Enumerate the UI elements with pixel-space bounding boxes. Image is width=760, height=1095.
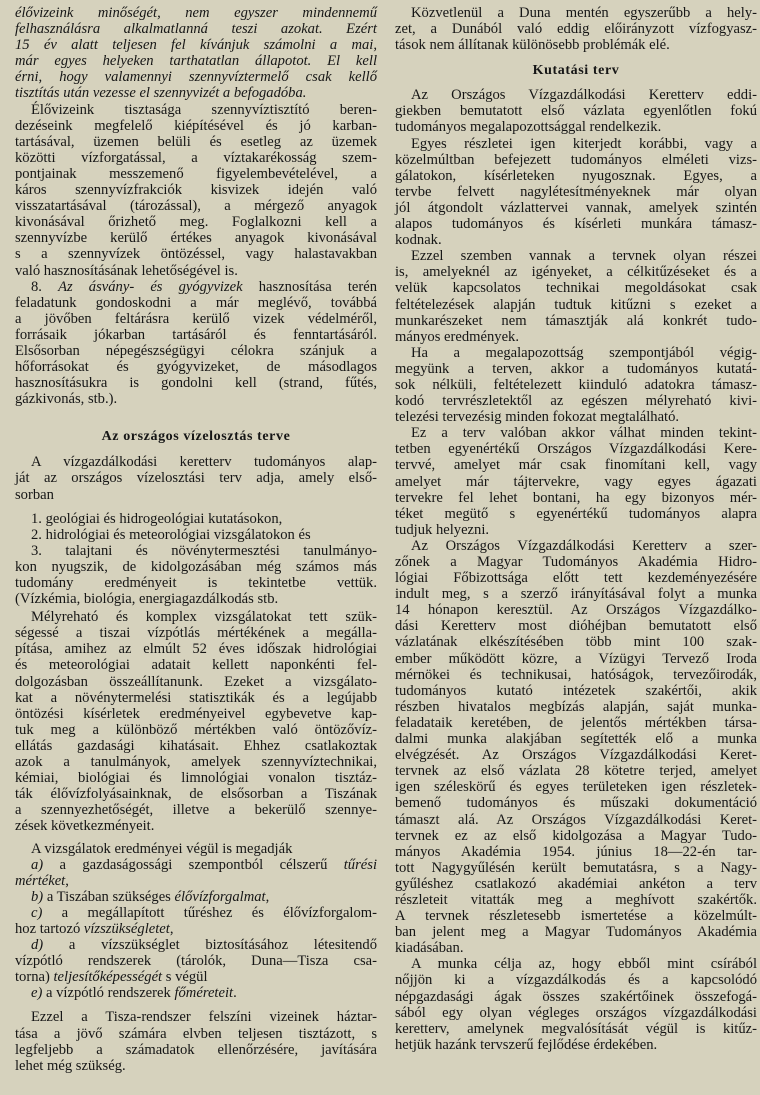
italic-emphasis: e)	[31, 985, 43, 1002]
text-line: tartásával, üzemen belüli és esetleg az üzemek	[15, 133, 377, 150]
text-line	[15, 873, 377, 889]
paragraph	[395, 136, 757, 249]
text-line: a szennyezhetőségét, illetve a bekerülő szennye-	[15, 802, 377, 819]
paragraph	[15, 937, 377, 985]
text-line: ellátás gazdasági kihatásait. Ehhez csatlakoztak	[15, 737, 377, 754]
text-line: A vízgazdálkodási keretterv tudományos alap-	[31, 454, 377, 471]
text-line: sok nélküli, feltételezett kiinduló adatokra támasz-	[395, 376, 757, 393]
text-line: tervnek az első vázlata 28 kötetre terjed, amelyet	[395, 763, 757, 780]
text-line: feltételezések alapján tudtuk kitűzni s ezeket a	[395, 296, 757, 313]
text-line: indult meg, s a szerző irányításával folyt a munka	[395, 586, 757, 603]
paragraph	[395, 425, 757, 538]
text-line: Ez a terv valóban akkor válhat minden tekint-	[411, 425, 757, 442]
text-line: tása a jövő számára elvben teljesen tisztázott, s	[15, 1025, 377, 1042]
text-line: közötti vízforgatással, a víztakarékosság szem-	[15, 149, 377, 166]
text-line: zések következményeit.	[15, 818, 155, 835]
text-line: Mélyreható és komplex vizsgálatokat tett szük-	[31, 609, 377, 626]
paragraph	[15, 543, 377, 607]
paragraph	[15, 889, 377, 905]
text-line: Közvetlenül a Duna mentén egyszerűbb a hely-	[411, 5, 757, 21]
text-line	[15, 857, 377, 873]
text-segment: a Tiszában szükséges	[43, 888, 175, 905]
text-segment: hoz tartozó	[15, 920, 84, 937]
text-line: alapos tudományos és kísérleti munkára támasz-	[395, 216, 757, 233]
text-line: mányos Akadémia 1954. június 18—22-én tar-	[395, 843, 757, 860]
text-line: Az Országos Vízgazdálkodási Keretterv eddi-	[411, 87, 757, 104]
text-line: dolgozásban összeállítanunk. Ezeket a vizsgálato-	[15, 673, 377, 690]
text-line: Ezzel a Tisza-rendszer felszíni vizeinek háztar-	[31, 1009, 377, 1026]
text-line: részben hivatalos megbízás alapján, saját munka-	[395, 698, 757, 715]
text-line: részleteit vitatták meg a meghívott szakértők.	[395, 891, 757, 908]
text-line: tetben egyenértékű Országos Vízgazdálkodási Kere-	[395, 441, 757, 458]
left-column	[15, 5, 377, 1074]
text-line: kiadásában.	[395, 940, 464, 957]
text-line: érni, hogy valamennyi szennyvíztermelő csak kellő	[15, 69, 377, 86]
text-line: tudományos megalapozottsággal rendelkezik.	[395, 119, 662, 136]
text-segment: a megállapított tűréshez és élővízforgalom-	[42, 904, 377, 921]
section-heading: Kutatási terv	[532, 63, 620, 79]
paragraph	[15, 527, 377, 543]
text-line: A vizsgálatok eredményei végül is megadják	[31, 840, 293, 857]
text-line: tervbe felvett nagylétesítményeknek már olyan	[395, 183, 757, 200]
paragraph	[15, 985, 377, 1001]
text-line	[15, 889, 377, 905]
paragraph	[15, 5, 377, 102]
text-line	[15, 937, 377, 953]
text-line: öntözési kísérletek eredményeivel egybevetve kap-	[15, 705, 377, 722]
text-line: kon nyugszik, de kidolgozásában még számos más	[15, 558, 377, 575]
text-line: vázlatának elkészítésében több mint 100 szak-	[395, 634, 757, 651]
paragraph	[15, 454, 377, 502]
text-segment: s végül	[162, 969, 208, 986]
text-line: tudjuk helyezni.	[395, 521, 490, 538]
text-line: Elsősorban népegészségügyi célokra szánjuk a	[15, 342, 377, 359]
text-line: tudomány eredményeit is tekintetbe vettük.	[15, 575, 377, 591]
text-line: feladatunk gondoskodni a már meglévő, továbbá	[15, 294, 377, 311]
text-line: legfeljebb a számadatok ellenőrzésére, javítására	[15, 1041, 377, 1058]
paragraph	[15, 1009, 377, 1073]
italic-emphasis: a)	[31, 856, 44, 873]
text-line: jól átgondolt vázlattervei vannak, amelyek szintén	[395, 199, 757, 216]
paragraph	[395, 538, 757, 956]
text-line: dezéseink megfelelő kiépítésével és jó karban-	[15, 117, 377, 134]
text-line: visszatartásával (tározással), a mérgező anyagok	[15, 198, 377, 215]
paragraph	[395, 956, 757, 1053]
text-line: tervnek ez az első kidolgozása a Magyar Tudo-	[395, 827, 757, 844]
text-line: nőjjön ki a vízgazdálkodás és a kapcsolódó	[395, 972, 757, 989]
text-line: kodó tervrészletektől az egészen mélyreható kivi-	[395, 393, 757, 410]
text-segment: ,	[265, 888, 270, 905]
text-segment: a vízszükséglet biztosításához létesitendő	[43, 937, 377, 954]
paragraph	[15, 102, 377, 279]
text-line: népgazdasági ágak összes szakértőinek összefogá-	[395, 988, 757, 1005]
text-line: ját az országos vízelosztási terv adja, amely első-	[15, 470, 377, 487]
text-line	[15, 921, 377, 937]
text-segment: hasznosítása terén	[242, 278, 377, 295]
text-line: lógiai Főbizottsága előtt tett kezdeményezésére	[395, 570, 757, 587]
paragraph	[395, 345, 757, 425]
italic-emphasis: tűrési	[343, 856, 377, 873]
paragraph	[15, 905, 377, 937]
text-line: téket megütő s egyenértékű tudományos alapra	[395, 505, 757, 522]
paragraph	[15, 609, 377, 834]
text-line: dási Keretterv most dióhéjban bemutatott első	[395, 618, 757, 635]
text-line: kodnak.	[395, 232, 442, 249]
right-column	[395, 5, 757, 1053]
text-line: giekben bemutatott első vázlata egyenlőtlen fokú	[395, 103, 757, 120]
text-line: is, amelyeknél az igényeket, a célkitűzéseket és a	[395, 264, 757, 281]
text-line: munkarészeket nem támasztják alá konkrét tudo-	[395, 312, 757, 329]
text-line: kivonásával őrizhető meg. Foglalkozni kell a	[15, 214, 377, 231]
text-line: szennyvízbe kerülő értékes anyagok kivonásával	[15, 230, 377, 247]
text-line: 1. geológiai és hidrogeológiai kutatásokon,	[31, 510, 283, 527]
text-line: hasznosításukra is gondolni kell (strand, fűtés,	[15, 375, 377, 392]
text-line: gázkivonás, stb.).	[15, 391, 118, 408]
text-segment: .	[233, 985, 237, 1002]
text-line: hetjük hazánk tervszerű fejlődése érdekében.	[395, 1036, 658, 1053]
text-line: A tervnek részletesebb ismertetése a közelmúlt-	[395, 908, 757, 925]
text-line: támaszt alá. Az Országos Vízgazdálkodási Keret-	[395, 811, 757, 828]
text-line: amelyet már tájtervekre, vagy egyes ágazati	[395, 473, 757, 490]
text-segment: torna)	[15, 969, 54, 986]
text-line: A munka célja az, hogy ebből mint csírából	[411, 956, 757, 973]
italic-emphasis: teljesítőképességét	[53, 969, 163, 986]
text-line: Az Országos Vízgazdálkodási Keretterv a szer-	[411, 537, 757, 554]
text-line: megyünk a terven, akkor a tudományos kutatá-	[395, 360, 757, 377]
text-line: közelmúltban befejezett tudományos elméleti vizs-	[395, 151, 757, 168]
text-line: mányos eredmények.	[395, 328, 520, 345]
text-line: azok a tanulmányok, amelyek szennyvíztechnikai,	[15, 754, 377, 771]
text-line: tisztítás után vezesse el szennyvizét a befogadóba.	[15, 85, 307, 102]
section-heading: Az országos vízelosztás terve	[101, 429, 291, 445]
text-line: ban jelent meg a Magyar Tudományos Akadémia	[395, 924, 757, 941]
text-line: s a szennyvízek öntözéssel, vagy halastavakban	[15, 246, 377, 263]
text-segment: a gazdaságossági szempontból célszerű	[43, 856, 344, 873]
text-line: mérnökei és technikusai, hatóságok, tervezőirodák,	[395, 666, 757, 683]
text-line: élővizeink minőségét, nem egyszer mindennemű	[15, 5, 377, 21]
text-line: igen széleskörű és egyes területeken igen részletek-	[395, 779, 757, 796]
text-line: velük kapcsolatos technikai megoldásokat csak	[395, 280, 757, 297]
text-line: tások nem állítanak különösebb problémák elé.	[395, 37, 670, 54]
paragraph	[395, 248, 757, 345]
paragraph	[15, 511, 377, 527]
text-line: 15 év alatt teljesen fel kívánjuk számolni a mai,	[15, 37, 377, 54]
italic-emphasis: mértéket	[15, 872, 66, 889]
paragraph	[15, 857, 377, 889]
text-line: zőnek a Magyar Tudományos Akadémia Hidro-	[395, 554, 757, 570]
text-line	[15, 985, 377, 1001]
text-line	[15, 969, 377, 985]
text-line: sorban	[15, 486, 54, 503]
italic-emphasis: b)	[31, 888, 44, 905]
text-line: gyűléshez csatlakozó akadémiai ankéton a terv	[395, 875, 757, 892]
italic-emphasis: élővízforgalmat	[174, 888, 266, 905]
text-segment: a vízpótló rendszerek	[42, 985, 175, 1002]
text-line: telezési tervezésig minden fokozat megtalálható.	[395, 409, 680, 426]
text-line: tott Nagygyűlésén került bemutatásra, s a Nagy-	[395, 859, 757, 876]
text-line: lehet még szükség.	[15, 1057, 126, 1074]
text-line: Ha a megalapozottság szempontjából végig-	[411, 344, 757, 361]
text-line	[15, 279, 377, 295]
text-line: ségessé a tiszai vízpótlás mértékének a megálla-	[15, 625, 377, 642]
text-line: ták élővízfolyásainknak, de elsősorban a Tiszának	[15, 786, 377, 803]
text-line: való hasznosításának lehetőségével is.	[15, 262, 238, 279]
italic-emphasis: d)	[31, 937, 44, 954]
text-line: tervekre fel lehet bontani, ha egy bizonyos mér-	[395, 489, 757, 506]
text-line: zet, a Dunából való eddig előirányzott vízfogyasz-	[395, 21, 757, 38]
text-line: a jövőben feltárásra kerülő vizek védelméről,	[15, 310, 377, 327]
text-line	[15, 905, 377, 921]
text-line: gálatokon, kísérleteken nyugosznak. Egyes, a	[395, 167, 757, 184]
text-segment: ,	[169, 920, 174, 937]
text-line: hőforrásokat és gyógyvizeket, de másodlagos	[15, 359, 377, 376]
italic-emphasis: Az ásvány- és gyógyvizek	[58, 278, 243, 295]
text-line: ember működött közre, a Vízügyi Tervező Iroda	[395, 650, 757, 667]
text-line: 3. talajtani és növénytermesztési tanulmányo-	[31, 542, 377, 559]
italic-emphasis: c)	[31, 904, 43, 921]
text-line: kémiai, biológiai és limnológiai vonalon tisztáz-	[15, 770, 377, 787]
text-line: felhasználásra alkalmatlanná teszi azokat. Ezért	[15, 21, 377, 38]
text-line: keretterv, amelynek megvalósítását végül is kitűz-	[395, 1020, 757, 1037]
text-segment: 8.	[31, 278, 59, 295]
paragraph	[15, 841, 377, 857]
text-segment: ,	[65, 872, 69, 889]
text-line: 2. hidrológiai és meteorológiai vizsgálatokon és	[31, 526, 311, 543]
italic-emphasis: főméreteit	[174, 985, 234, 1002]
text-line: dalmi munka alakjában segítették elő a munka	[395, 731, 757, 748]
text-line: káros szennyvízfrakciók kisvizek idején való	[15, 182, 377, 199]
text-line: tuk meg a különböző mértékben való öntözővíz-	[15, 721, 377, 738]
text-line: pontjainak messzemenő figyelembevételével, a	[15, 165, 377, 182]
text-line: tervvé, amelyet már csak finomítani kell, vagy	[395, 457, 757, 474]
text-line: és meteorológiai adatait kellett naponkénti fel-	[15, 657, 377, 674]
text-line: elvégzését. Az Országos Vízgazdálkodási Keret-	[395, 747, 757, 764]
paragraph	[395, 5, 757, 53]
text-line: 14 hónapon keresztül. Az Országos Vízgazdálko-	[395, 602, 757, 619]
text-line: Egyes részletei igen kiterjedt korábbi, vagy a	[411, 135, 757, 152]
text-line: vízpótló rendszerek (tárolók, Duna—Tisza csa-	[15, 953, 377, 970]
text-line: forrásaik jókarban tartásáról és fenntartásáról.	[15, 326, 377, 343]
paragraph	[15, 279, 377, 408]
text-line: Élővizeink tisztasága szennyvíztisztító beren-	[31, 101, 377, 118]
text-line: sából egy olyan végleges országos vízgazdálkodási	[395, 1004, 757, 1021]
text-line: Ezzel szemben vannak a tervnek olyan részei	[411, 248, 757, 265]
text-line: tudományos kutató intézetek szakértői, akik	[395, 682, 757, 699]
text-line: feladataik keretében, de jelentős mértékben társa-	[395, 714, 757, 731]
paragraph	[395, 87, 757, 135]
italic-emphasis: vízszükségletet	[83, 920, 170, 937]
text-line: már egyes helyeken tarthatatlan állapotot. El kell	[15, 53, 377, 70]
text-line: pítása, amihez az elmúlt 52 éves időszak hidrológiai	[15, 641, 377, 658]
text-line: kat a növénytermelési statisztikák és a legújabb	[15, 689, 377, 706]
text-line: (Vízkémia, biológia, energiagazdálkodás stb.	[15, 591, 279, 608]
text-line: bemenő tudományos és műszaki dokumentáció	[395, 795, 757, 812]
